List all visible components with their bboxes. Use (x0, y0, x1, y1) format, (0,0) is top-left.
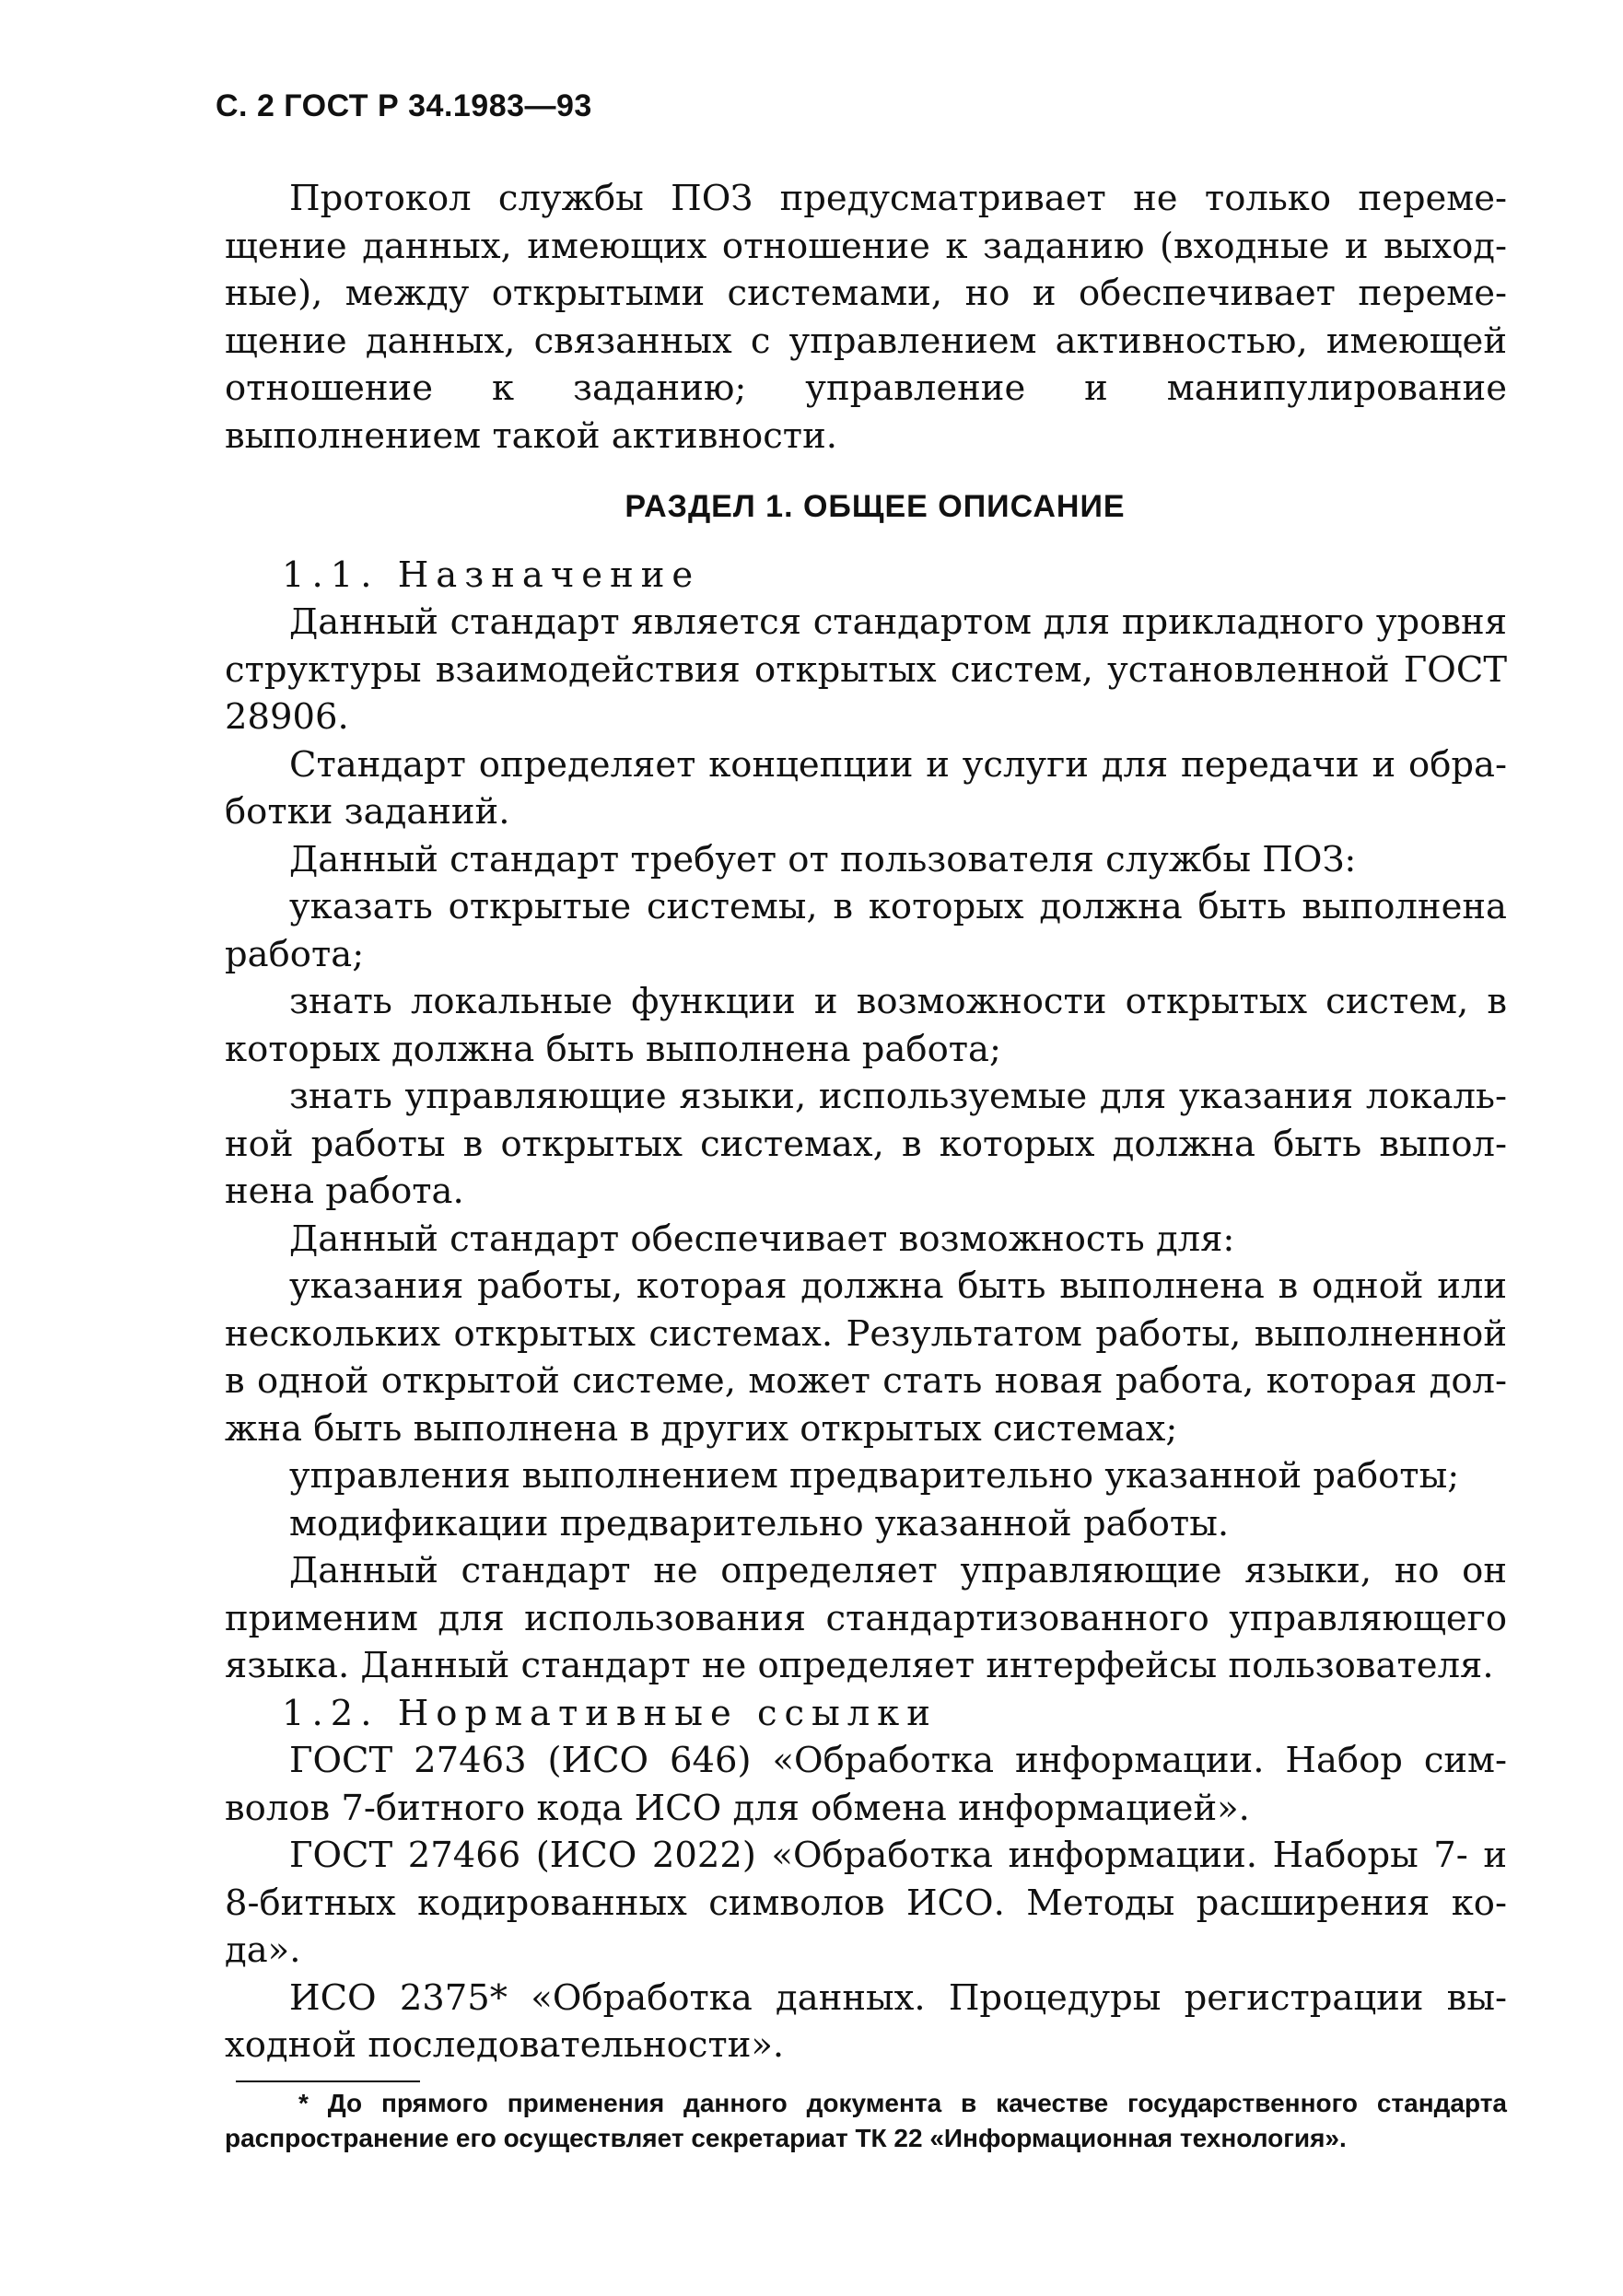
paragraph: Данный стандарт является стандартом для прикладного уровня структуры взаимодействия открытых систем, установленной ГОСТ 28906. (225, 601, 1507, 738)
subsection-references-title: 1.2. Нормативные ссылки (282, 1692, 938, 1734)
footnote: * До прямого применения данного документа в качестве государственного стандарта распространение его осуществляет секретариат ТК 22 «Информационная технология». (225, 2088, 1507, 2152)
page-header: С. 2 ГОСТ Р 34.1983—93 (216, 88, 592, 123)
list-item: указать открытые системы, в которых должна быть выполнена работа; (225, 886, 1507, 975)
list-item: указания работы, которая должна быть выполнена в одной или нескольких открытых системах. Результатом работы, выполненной в одной открытой системе, может стать новая работа, которая должна быть выполнена в других открытых системах; (225, 1265, 1507, 1450)
paragraph: Данный стандарт обеспечивает возможность для: (289, 1218, 1235, 1260)
list-item: управления выполнением предварительно указанной работы; (289, 1455, 1460, 1497)
list-item: модификации предварительно указанной работы. (289, 1502, 1230, 1544)
paragraph: Данный стандарт не определяет управляющие языки, но он применим для использования стандартизованного управляющего языка. Данный стандарт не определяет интерфейсы пользователя. (225, 1550, 1507, 1686)
list-item: знать локальные функции и возможности открытых систем, в которых должна быть выполнена работа; (225, 981, 1507, 1070)
list-item: знать управляющие языки, используемые для указания локальной работы в открытых системах, в которых должна быть выполнена работа. (225, 1076, 1507, 1212)
document-body (225, 175, 1507, 2156)
reference-item: ИСО 2375* «Обработка данных. Процедуры регистрации выходной последовательности». (225, 1976, 1507, 2066)
paragraph: Стандарт определяет концепции и услуги для передачи и обработки заданий. (225, 743, 1507, 833)
footnote-divider (236, 2080, 420, 2082)
subsection-purpose-title: 1.1. Назначение (282, 554, 701, 596)
paragraph: Данный стандарт требует от пользователя службы ПОЗ: (289, 838, 1357, 880)
reference-item: ГОСТ 27466 (ИСО 2022) «Обработка информации. Наборы 7- и 8-битных кодированных символов ИСО. Методы расширения кода». (225, 1835, 1507, 1971)
section-title: РАЗДЕЛ 1. ОБЩЕЕ ОПИСАНИЕ (625, 489, 1126, 524)
intro-paragraph: Протокол службы ПОЗ предусматривает не только перемещение данных, имеющих отношение к заданию (входные и выходные), между открытыми системами, но и обеспечивает перемещение данных, связанных с управлением активностью, имеющей отношение к заданию; управление и манипулирование выполнением такой активности. (225, 178, 1507, 457)
reference-item: ГОСТ 27463 (ИСО 646) «Обработка информации. Набор символов 7-битного кода ИСО для обмена информацией». (225, 1740, 1507, 1829)
